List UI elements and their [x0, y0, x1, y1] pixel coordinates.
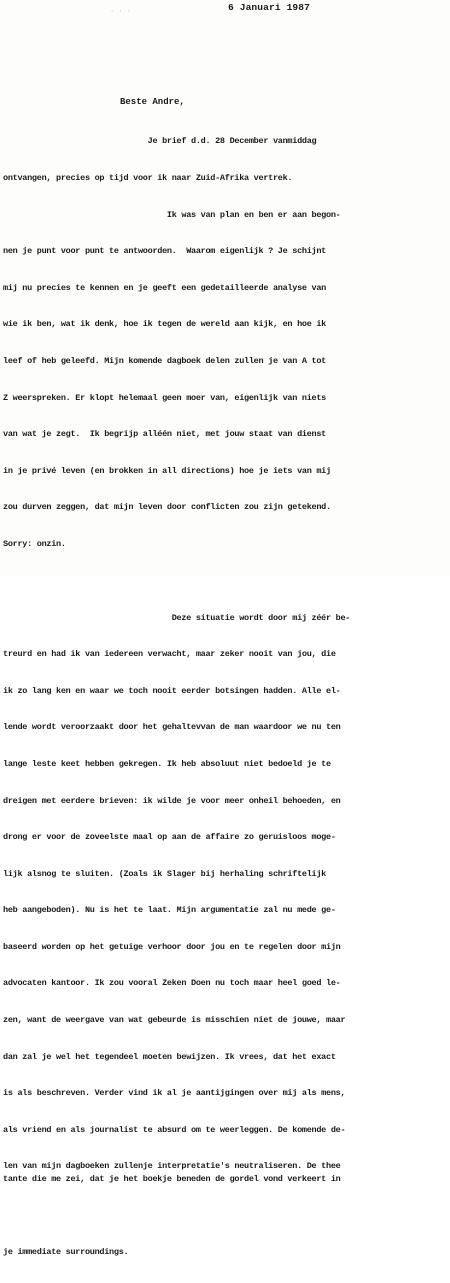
text-line: lende wordt veroorzaakt door het gehaltevvan de man waardoor we nu ten	[3, 722, 341, 733]
text-line: in je privé leven (en brokken in all directions) hoe je iets van mij	[3, 465, 331, 476]
text-line: leef of heb geleefd. Mijn komende dagboek delen zullen je van A tot	[3, 355, 326, 366]
text-line: drong er voor de zoveelste maal op aan de affaire zo geruisloos moge-	[3, 832, 336, 843]
salutation: Beste Andre,	[120, 97, 185, 107]
text-line: lijk alsnog te sluiten. (Zoals ik Slager bij herhaling schriftelijk	[3, 868, 326, 879]
text-line: mij nu precies te kennen en je geeft een gedetailleerde analyse van	[3, 282, 326, 293]
text-line: dan zal je wel het tegendeel moeten bewijzen. Ik vrees, dat het exact	[3, 1051, 336, 1062]
text-line: je immediate surroundings.	[3, 1247, 129, 1258]
text-line: zen, want de weergave van wat gebeurde is misschien niet de jouwe, maar	[3, 1015, 346, 1026]
text-line: ontvangen, precies op tijd voor ik naar Zuid-Afrika vertrek.	[3, 173, 293, 183]
margin-mark: · · ·	[110, 8, 132, 16]
text-line: advocaten kantoor. Ik zou vooral Zeken Doen nu toch maar heel goed le-	[3, 978, 341, 989]
text-line: als vriend en als journalist te absurd om te weerleggen. De komende de-	[3, 1124, 346, 1135]
paragraph-gap	[3, 575, 448, 588]
text-line: tante die me zei, dat je het boekje beneden de gordel vond verkeert in	[3, 1173, 341, 1184]
text-line: is als beschreven. Verder vind ik al je aantijgingen over mij als mens,	[3, 1088, 346, 1099]
text-line: Deze situatie wordt door mij zéér be-	[3, 612, 351, 623]
text-line: ik zo lang ken en waar we toch nooit eerder botsingen hadden. Alle el-	[3, 685, 341, 696]
text-line: Z weerspreken. Er klopt helemaal geen moer van, eigenlijk van niets	[3, 392, 326, 403]
text-line: heb aangeboden). Nu is het te laat. Mijn argumentatie zal nu mede ge-	[3, 905, 336, 916]
letter-date: 6 Januari 1987	[228, 2, 311, 13]
text-line: nen je punt voor punt te antwoorden. Waarom eigenlijk ? Je schijnt	[3, 246, 326, 257]
text-line: lange leste keet hebben gekregen. Ik heb absoluut niet bedoeld je te	[3, 758, 331, 769]
paragraph-gap	[3, 1209, 448, 1222]
text-line: baseerd worden op het getuige verhoor door jou en te regelen door mijn	[3, 941, 341, 952]
text-line: zou durven zeggen, dat mijn leven door conflicten zou zijn getekend.	[3, 502, 331, 513]
text-line: treurd en had ik van iedereen verwacht, maar zeker nooit van jou, die	[3, 649, 336, 660]
text-line: dreigen met eerdere brieven: ik wilde je voor meer onheil behoeden, en	[3, 795, 341, 806]
text-line: van wat je zegt. Ik begrijp alléén niet, met jouw staat van dienst	[3, 429, 326, 440]
text-line: Sorry: onzin.	[3, 538, 66, 549]
text-line: Je brief d.d. 28 December vanmiddag	[3, 136, 317, 147]
text-line: len van mijn dagboeken zullenje interpretatie's neutraliseren. De thee	[3, 1161, 341, 1172]
text-line: wie ik ben, wat ik denk, hoe ik tegen de wereld aan kijk, en hoe ik	[3, 319, 326, 330]
letter-body	[3, 111, 448, 1283]
text-line: Ik was van plan en ben er aan begon-	[3, 209, 341, 220]
